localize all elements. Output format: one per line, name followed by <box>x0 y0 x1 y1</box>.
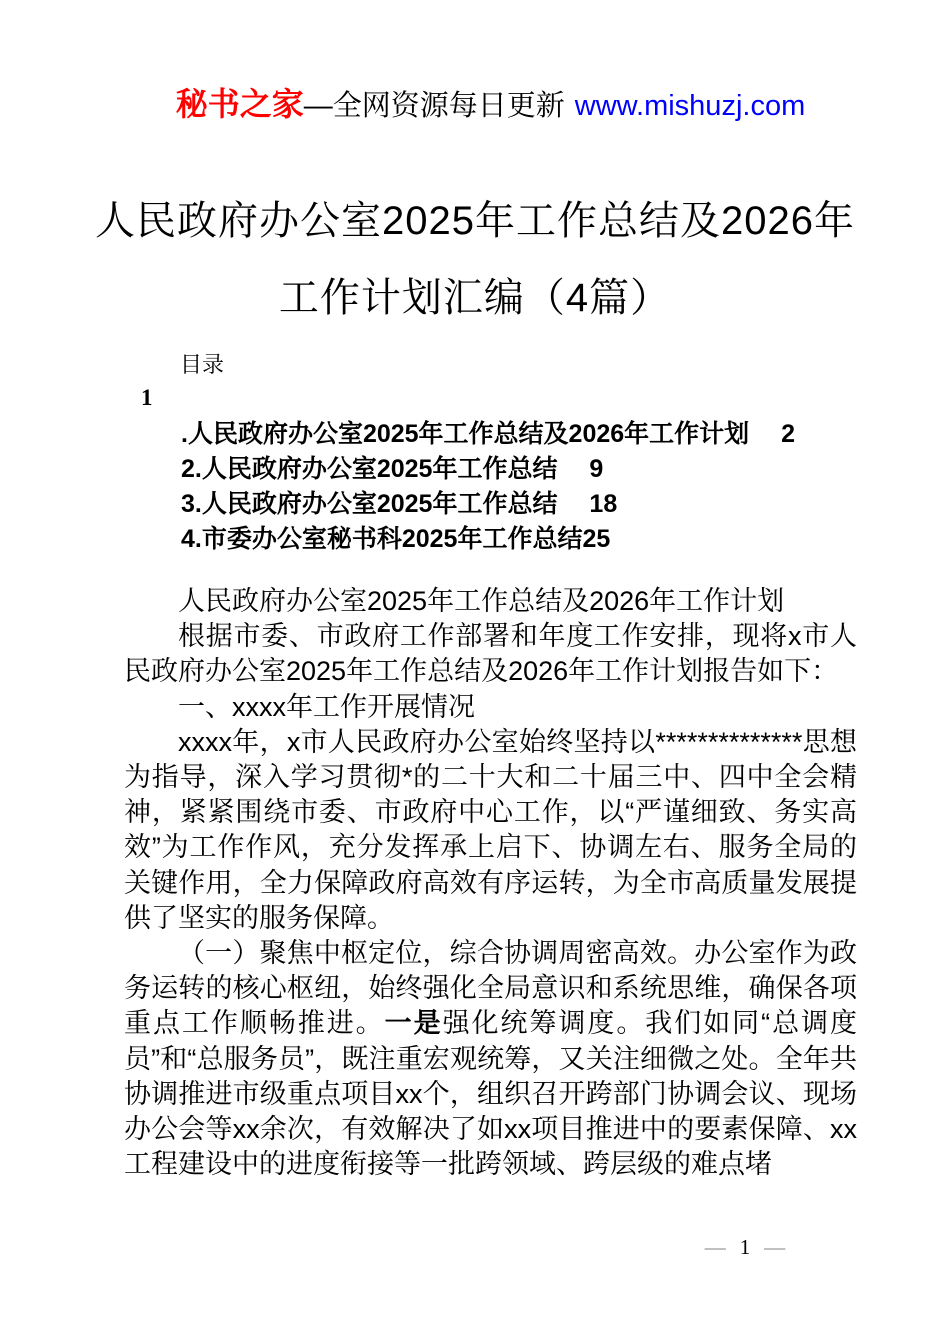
footer-dash-right: — <box>764 1235 786 1259</box>
paragraph <box>124 584 857 619</box>
body-text: 一、xxxx年工作开展情况 <box>178 691 475 722</box>
site-header <box>124 84 857 126</box>
document-title <box>60 183 890 337</box>
paragraph <box>124 725 857 936</box>
paragraph <box>124 936 857 1182</box>
toc-heading: 目录 <box>180 352 225 377</box>
toc-item-page: 2 <box>781 420 796 448</box>
toc-item-page: 25 <box>582 525 611 553</box>
toc-item-title: 2.人民政府办公室2025年工作总结 <box>181 455 590 483</box>
toc-item[interactable] <box>124 522 857 557</box>
site-brand: 秘书之家 <box>175 86 304 122</box>
toc-item-page: 9 <box>589 455 604 483</box>
emphasis-text: 一是 <box>384 1008 443 1039</box>
body-text: 根据市委、市政府工作部署和年度工作安排，现将x市人民政府办公室2025年工作总结及2026年工作计划报告如下： <box>124 621 857 687</box>
header-separator: — <box>303 90 333 122</box>
document-body <box>124 584 857 1182</box>
body-text: 强化统筹调度。我们如同“总调度员”和“总服务员”，既注重宏观统筹，又关注细微之处。全年共协调推进市级重点项目xx个，组织召开跨部门协调会议、现场办公会等xx余次，有效解决了如xx项目推进中的要素保障、xx工程建设中的进度衔接等一批跨领域、跨层级的难点堵 <box>124 1008 857 1180</box>
paragraph <box>124 690 857 725</box>
site-tagline: 全网资源每日更新 <box>332 90 565 122</box>
document-title-line2: 工作计划汇编（4篇） <box>278 276 672 320</box>
footer-dash-left: — <box>704 1235 726 1259</box>
toc-item-title: 4.市委办公室秘书科2025年工作总结 <box>181 525 583 553</box>
toc-item[interactable] <box>124 452 857 487</box>
toc-list <box>124 417 857 557</box>
paragraph <box>124 619 857 689</box>
body-text: xxxx年，x市人民政府办公室始终坚持以**************思想为指导，深入学习贯彻*的二十大和二十届三中、四中全会精神，紧紧围绕市委、市政府中心工作，以“严谨细致、务实高效”为工作作风，充分发挥承上启下、协调左右、服务全局的关键作用，全力保障政府高效有序运转，为全市高质量发展提供了坚实的服务保障。 <box>124 726 857 933</box>
toc-orphan-number: 1 <box>141 385 153 410</box>
page-footer <box>660 1235 830 1260</box>
toc-item[interactable] <box>124 417 857 452</box>
document-title-line1: 人民政府办公室2025年工作总结及2026年 <box>95 199 855 243</box>
body-text: 人民政府办公室2025年工作总结及2026年工作计划 <box>178 586 785 616</box>
toc-item[interactable] <box>124 487 857 522</box>
toc-item-title: 3.人民政府办公室2025年工作总结 <box>181 490 590 518</box>
site-url-link[interactable]: www.mishuzj.com <box>574 90 806 122</box>
body-text: （一）聚焦中枢定位，综合协调周密高效。办公室作为政务运转的核心枢纽，始终强化全局意识和系统思维，确保各项重点工作顺畅推进。 <box>124 938 857 1039</box>
toc-item-title: .人民政府办公室2025年工作总结及2026年工作计划 <box>181 420 782 448</box>
toc-item-page: 18 <box>589 490 618 518</box>
footer-page-number: 1 <box>739 1235 751 1259</box>
